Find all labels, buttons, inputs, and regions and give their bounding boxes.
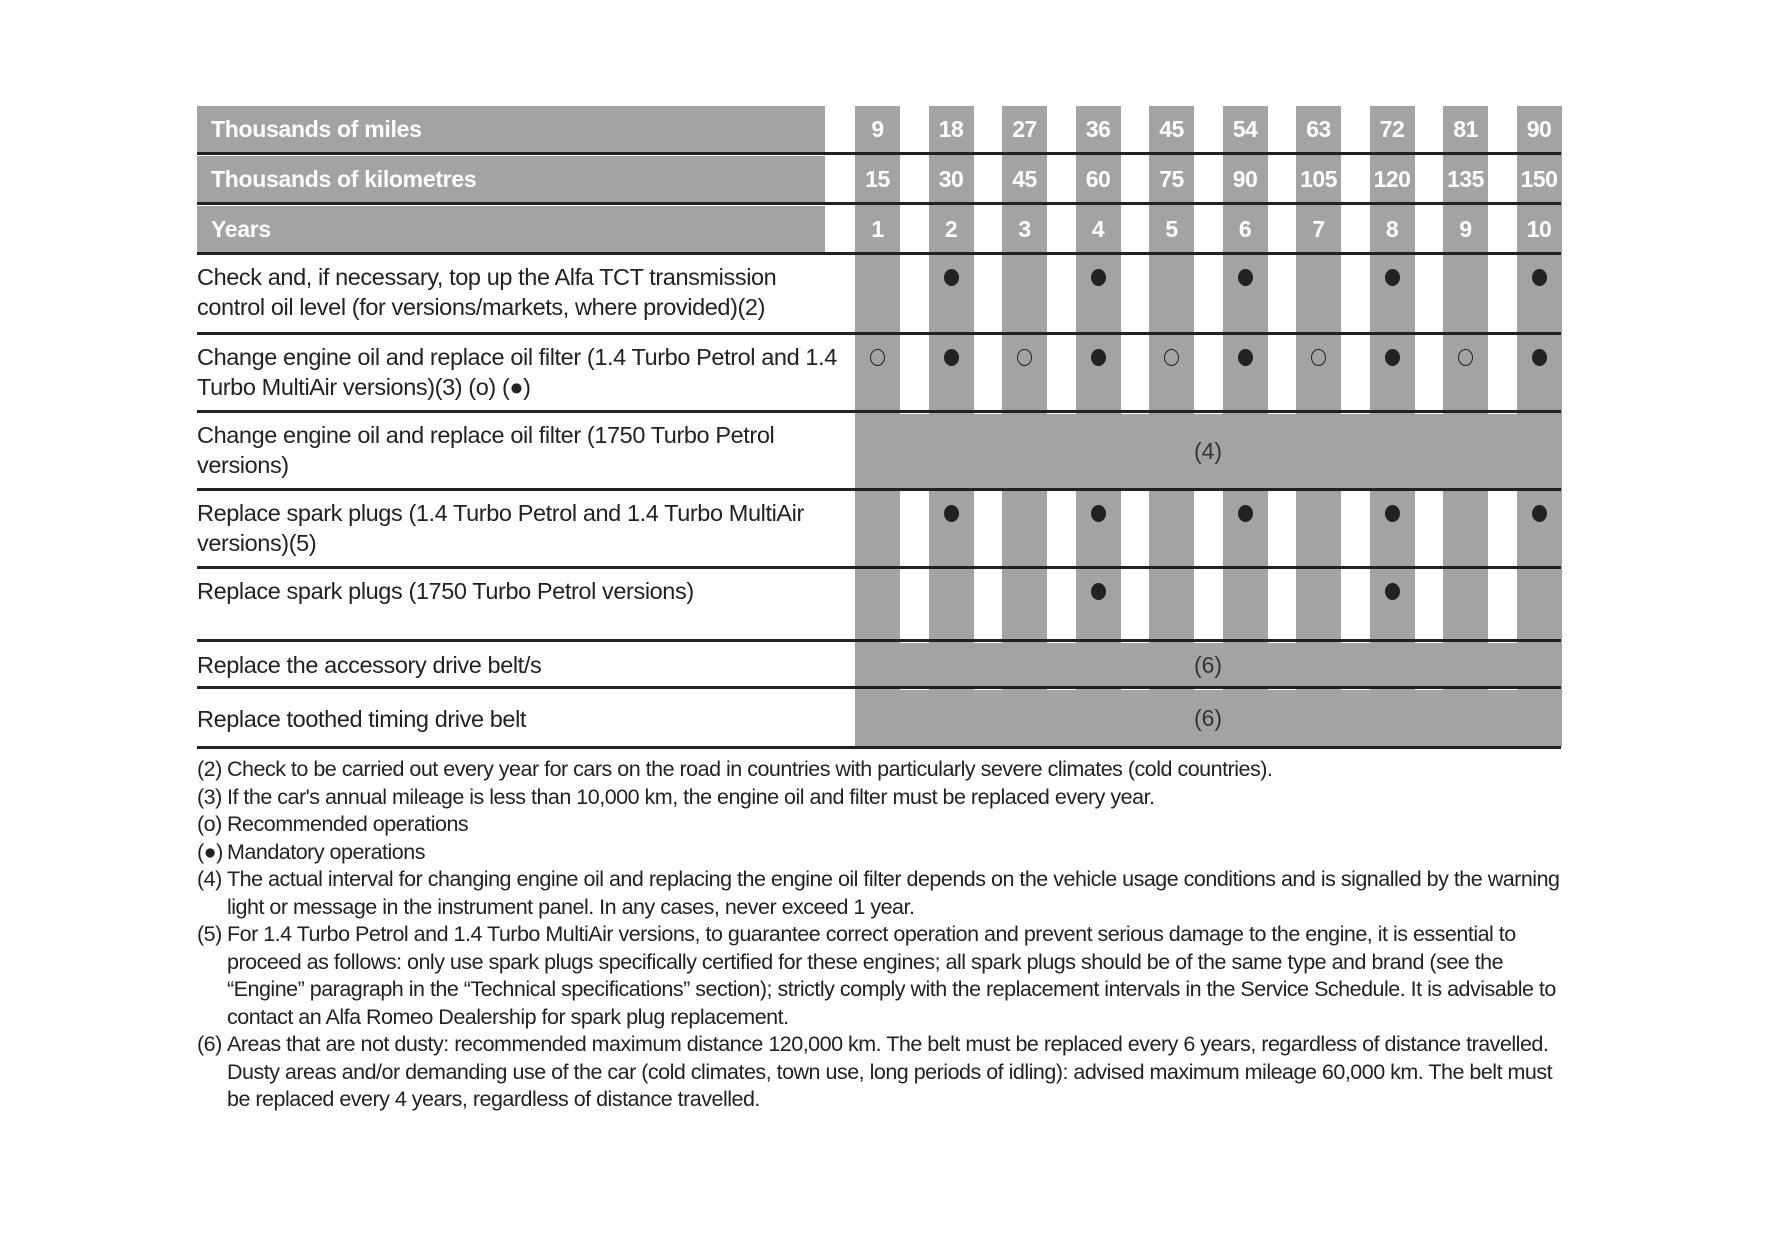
- header-miles-value: 27: [1012, 116, 1037, 142]
- mandatory-dot-icon: [1532, 349, 1547, 366]
- footnote-text: Mandatory operations: [227, 839, 425, 864]
- header-years-value: 1: [871, 216, 884, 242]
- task-label: Replace spark plugs (1750 Turbo Petrol versions): [197, 578, 694, 604]
- row-divider: [197, 410, 1561, 413]
- interval-span-note: (6): [855, 643, 1561, 687]
- mandatory-dot-icon: [944, 505, 959, 522]
- header-km-value: 90: [1232, 166, 1258, 192]
- mandatory-dot-icon: [1238, 505, 1253, 522]
- header-km-value: 105: [1300, 166, 1337, 192]
- header-miles-value: 36: [1085, 116, 1111, 142]
- header-km-value: 135: [1447, 166, 1484, 192]
- header-km-value: 15: [865, 166, 890, 192]
- header-km-value: 120: [1373, 166, 1411, 192]
- row-divider: [197, 152, 1561, 155]
- header-years-value: 10: [1526, 216, 1552, 242]
- header-km-label: Thousands of kilometres: [197, 156, 825, 203]
- footnote: [197, 1031, 1567, 1114]
- header-km-value: 150: [1520, 166, 1558, 192]
- mandatory-dot-icon: [1532, 269, 1547, 286]
- footnote-text: Areas that are not dusty: recommended maximum distance 120,000 km. The belt must be replaced every 6 years, regardless of distance travelled. Dusty areas and/or demanding use of the car (cold climates, town use, long periods of idling): advised maximum mileage 60,000 km. The belt must be replaced every 4 years, regardless of distance travelled.: [227, 1032, 1553, 1111]
- header-years-value: 5: [1165, 216, 1178, 242]
- mandatory-dot-icon: [1238, 349, 1253, 366]
- header-years-value: 9: [1459, 216, 1472, 242]
- row-divider: [197, 252, 1561, 255]
- footnote-ref: (5): [197, 922, 222, 946]
- header-miles-label: Thousands of miles: [197, 106, 825, 153]
- footnote: [197, 811, 1567, 839]
- mandatory-dot-icon: [1385, 505, 1400, 522]
- footnote-ref: (4): [197, 867, 222, 891]
- mandatory-dot-icon: [1091, 349, 1106, 366]
- footnote-ref: (●): [197, 839, 223, 864]
- mandatory-dot-icon: [1091, 269, 1106, 286]
- task-label: Replace toothed timing drive belt: [197, 705, 527, 732]
- header-km-value: 60: [1085, 166, 1111, 192]
- mandatory-dot-icon: [1532, 505, 1547, 522]
- task-label: Change engine oil and replace oil filter (1.4 Turbo Petrol and 1.4 Turbo MultiAir versions)(3) (o) (●): [197, 344, 837, 400]
- footnote-ref: (3): [197, 784, 222, 809]
- interval-span-note: (6): [855, 690, 1561, 747]
- mandatory-dot-icon: [1238, 269, 1253, 286]
- recommended-circle-icon: [1311, 349, 1326, 366]
- header-km-value: 30: [938, 166, 964, 192]
- footnote-text: If the car's annual mileage is less than 10,000 km, the engine oil and filter must be replaced every year.: [227, 784, 1155, 809]
- footnote: [197, 839, 1567, 867]
- header-miles-value: 9: [871, 116, 884, 142]
- header-years-value: 8: [1385, 216, 1399, 242]
- footnote: [197, 784, 1567, 812]
- task-label: Change engine oil and replace oil filter (1750 Turbo Petrol versions): [197, 422, 775, 478]
- mandatory-dot-icon: [1385, 269, 1400, 286]
- recommended-circle-icon: [1458, 349, 1473, 366]
- mandatory-dot-icon: [944, 349, 959, 366]
- mandatory-dot-icon: [1385, 583, 1400, 600]
- footnote-text: Recommended operations: [227, 812, 469, 836]
- header-years-value: 2: [944, 216, 958, 242]
- header-miles-value: 72: [1379, 116, 1405, 142]
- mandatory-dot-icon: [944, 269, 959, 286]
- row-divider: [197, 332, 1561, 335]
- header-km-value: 45: [1012, 166, 1037, 192]
- footnote-text: The actual interval for changing engine oil and replacing the engine oil filter depends on the vehicle usage conditions and is signalled by the warning light or message in the instrument panel. In any cases, never exceed 1 year.: [227, 867, 1560, 919]
- header-years-value: 7: [1312, 216, 1325, 242]
- footnote-ref: (2): [197, 757, 222, 781]
- interval-span-note: (4): [855, 414, 1561, 489]
- footnote-ref: (6): [197, 1032, 222, 1056]
- row-divider: [197, 488, 1561, 491]
- recommended-circle-icon: [1017, 349, 1032, 366]
- header-years-value: 4: [1091, 216, 1105, 242]
- recommended-circle-icon: [870, 349, 885, 366]
- row-divider: [197, 746, 1561, 749]
- row-divider: [197, 566, 1561, 569]
- header-years-value: 3: [1018, 216, 1031, 242]
- mandatory-dot-icon: [1091, 505, 1106, 522]
- mandatory-dot-icon: [1385, 349, 1400, 366]
- task-label: Check and, if necessary, top up the Alfa TCT transmission control oil level (for versions/markets, where provided)(2): [197, 264, 777, 320]
- header-miles-value: 81: [1453, 116, 1478, 142]
- header-years-label: Years: [197, 206, 825, 253]
- task-label: Replace spark plugs (1.4 Turbo Petrol and 1.4 Turbo MultiAir versions)(5): [197, 500, 804, 556]
- row-divider: [197, 639, 1561, 642]
- recommended-circle-icon: [1164, 349, 1179, 366]
- row-divider: [197, 686, 1561, 689]
- header-miles-value: 45: [1159, 116, 1184, 142]
- mandatory-dot-icon: [1091, 583, 1106, 600]
- header-miles-value: 63: [1306, 116, 1331, 142]
- row-divider: [197, 202, 1561, 205]
- footnote-text: Check to be carried out every year for cars on the road in countries with particularly severe climates (cold countries).: [227, 757, 1273, 781]
- footnote: [197, 921, 1567, 1031]
- header-miles-value: 90: [1526, 116, 1552, 142]
- header-km-value: 75: [1159, 166, 1184, 192]
- footnote-text: For 1.4 Turbo Petrol and 1.4 Turbo MultiAir versions, to guarantee correct operation and prevent serious damage to the engine, it is essential to proceed as follows: only use spark plugs specifically certified for these engines; all spark plugs should be of the same type and brand (see the “Engine” paragraph in the “Technical specifications” section); strictly comply with the replacement intervals in the Service Schedule. It is advisable to contact an Alfa Romeo Dealership for spark plug replacement.: [227, 922, 1556, 1029]
- footnote: [197, 756, 1567, 784]
- footnote-ref: (o): [197, 812, 222, 836]
- footnote: [197, 866, 1567, 921]
- task-label: Replace the accessory drive belt/s: [197, 652, 542, 678]
- header-years-value: 6: [1238, 216, 1252, 242]
- header-miles-value: 18: [938, 116, 964, 142]
- footnotes: [197, 756, 1567, 1114]
- header-miles-value: 54: [1232, 116, 1258, 142]
